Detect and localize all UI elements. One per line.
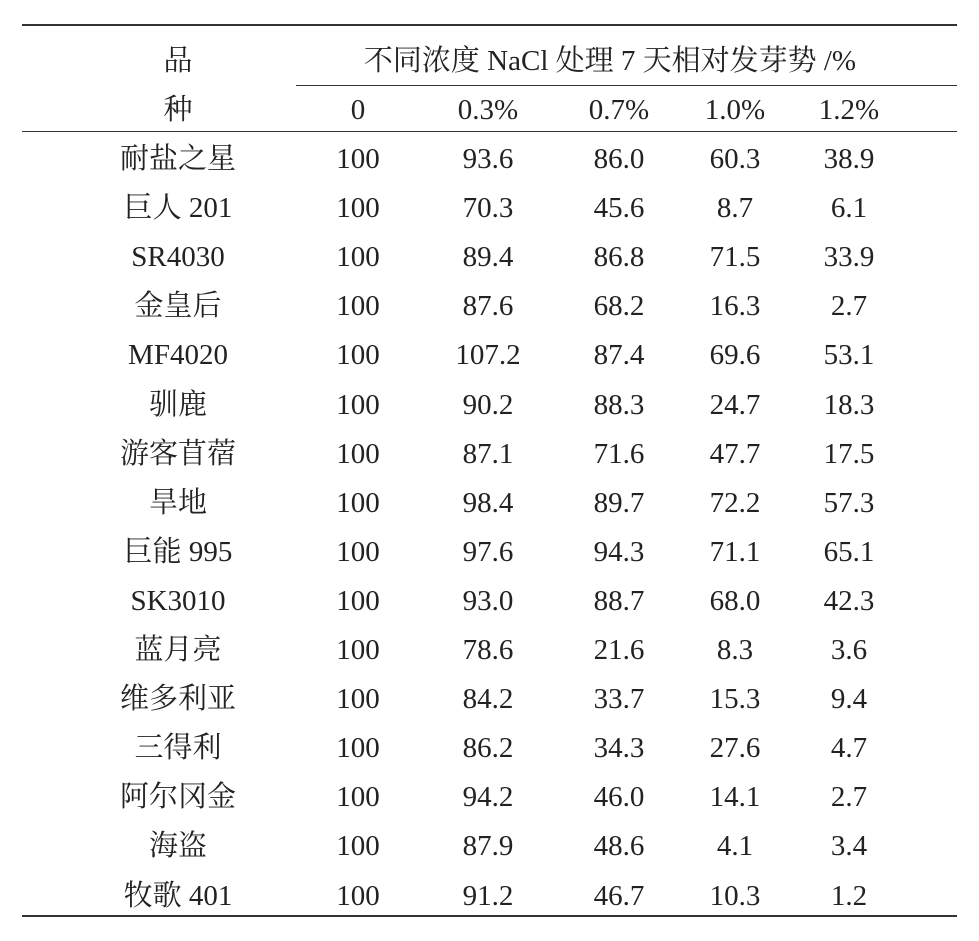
variety-name-cell: 旱地 [148,487,208,519]
table-row [0,682,979,716]
table-row [0,879,979,913]
variety-name-cell: 巨能 995 [123,536,233,568]
germination-value-cell: 89.4 [462,241,514,273]
germination-value-cell: 107.2 [455,339,521,371]
variety-name-cell: 三得利 [134,732,222,764]
germination-value-cell: 46.0 [593,781,645,813]
table-row [0,584,979,618]
germination-value-cell: 38.9 [823,143,875,175]
top-rule [22,24,957,26]
germination-value-cell: 69.6 [709,339,761,371]
germination-value-cell: 100 [336,585,380,617]
concentration-header-2: 0.7% [588,94,650,126]
table-row [0,437,979,471]
germination-value-cell: 100 [336,830,380,862]
germination-value-cell: 86.2 [462,732,514,764]
variety-name-cell: 阿尔冈金 [119,781,237,813]
germination-value-cell: 1.2 [830,880,868,912]
germination-value-cell: 16.3 [709,290,761,322]
germination-value-cell: 86.8 [593,241,645,273]
variety-name-cell: 金皇后 [134,290,222,322]
germination-value-cell: 48.6 [593,830,645,862]
germination-value-cell: 87.4 [593,339,645,371]
table-row [0,240,979,274]
variety-name-cell: SR4030 [131,241,225,273]
germination-value-cell: 84.2 [462,683,514,715]
germination-value-cell: 98.4 [462,487,514,519]
germination-value-cell: 8.7 [716,192,754,224]
table-row [0,633,979,667]
germination-value-cell: 88.7 [593,585,645,617]
germination-value-cell: 100 [336,536,380,568]
germination-value-cell: 93.0 [462,585,514,617]
germination-value-cell: 24.7 [709,389,761,421]
variety-header-top: 品 [163,45,193,77]
germination-value-cell: 100 [336,781,380,813]
table-row [0,535,979,569]
germination-value-cell: 14.1 [709,781,761,813]
germination-value-cell: 42.3 [823,585,875,617]
table-row [0,191,979,225]
germination-value-cell: 34.3 [593,732,645,764]
germination-value-cell: 71.1 [709,536,761,568]
germination-value-cell: 93.6 [462,143,514,175]
germination-value-cell: 71.5 [709,241,761,273]
germination-value-cell: 72.2 [709,487,761,519]
table-row [0,338,979,372]
germination-value-cell: 4.1 [716,830,754,862]
germination-value-cell: 100 [336,290,380,322]
variety-name-cell: 驯鹿 [148,389,208,421]
table-row [0,142,979,176]
concentration-header-3: 1.0% [704,94,766,126]
germination-value-cell: 53.1 [823,339,875,371]
group-header-underline [296,85,957,86]
germination-value-cell: 27.6 [709,732,761,764]
header-rule [22,131,957,132]
variety-name-cell: 游客苜蓿 [119,438,237,470]
germination-value-cell: 91.2 [462,880,514,912]
germination-value-cell: 57.3 [823,487,875,519]
germination-value-cell: 100 [336,339,380,371]
concentration-header-0: 0 [350,94,366,126]
germination-value-cell: 60.3 [709,143,761,175]
germination-value-cell: 71.6 [593,438,645,470]
germination-value-cell: 94.2 [462,781,514,813]
germination-value-cell: 87.6 [462,290,514,322]
germination-value-cell: 33.7 [593,683,645,715]
germination-value-cell: 8.3 [716,634,754,666]
germination-value-cell: 100 [336,438,380,470]
germination-value-cell: 18.3 [823,389,875,421]
germination-value-cell: 94.3 [593,536,645,568]
germination-value-cell: 21.6 [593,634,645,666]
germination-value-cell: 2.7 [830,290,868,322]
germination-value-cell: 100 [336,732,380,764]
concentration-group-header: 不同浓度 NaCl 处理 7 天相对发芽势 /% [363,45,857,77]
germination-value-cell: 89.7 [593,487,645,519]
bottom-rule [22,915,957,917]
germination-value-cell: 100 [336,683,380,715]
germination-value-cell: 90.2 [462,389,514,421]
table-row [0,388,979,422]
variety-name-cell: 蓝月亮 [134,634,222,666]
germination-value-cell: 33.9 [823,241,875,273]
germination-value-cell: 46.7 [593,880,645,912]
germination-value-cell: 100 [336,880,380,912]
germination-value-cell: 68.2 [593,290,645,322]
concentration-header-4: 1.2% [818,94,880,126]
variety-name-cell: SK3010 [130,585,226,617]
variety-header-bottom: 种 [163,94,193,126]
germination-value-cell: 9.4 [830,683,868,715]
germination-value-cell: 86.0 [593,143,645,175]
germination-value-cell: 100 [336,192,380,224]
variety-name-cell: 巨人 201 [123,192,233,224]
germination-value-cell: 87.1 [462,438,514,470]
germination-value-cell: 68.0 [709,585,761,617]
germination-value-cell: 88.3 [593,389,645,421]
germination-value-cell: 15.3 [709,683,761,715]
variety-name-cell: MF4020 [128,339,228,371]
table-row [0,486,979,520]
germination-value-cell: 100 [336,487,380,519]
table-row [0,780,979,814]
germination-value-cell: 87.9 [462,830,514,862]
germination-value-cell: 17.5 [823,438,875,470]
germination-value-cell: 3.6 [830,634,868,666]
table-row [0,829,979,863]
germination-value-cell: 100 [336,634,380,666]
germination-value-cell: 78.6 [462,634,514,666]
germination-value-cell: 97.6 [462,536,514,568]
concentration-header-1: 0.3% [457,94,519,126]
germination-value-cell: 10.3 [709,880,761,912]
variety-name-cell: 耐盐之星 [119,143,237,175]
variety-name-cell: 维多利亚 [119,683,237,715]
variety-name-cell: 牧歌 401 [123,880,233,912]
germination-value-cell: 6.1 [830,192,868,224]
germination-value-cell: 70.3 [462,192,514,224]
variety-name-cell: 海盗 [148,830,208,862]
germination-value-cell: 4.7 [830,732,868,764]
table-row [0,731,979,765]
germination-value-cell: 100 [336,143,380,175]
germination-value-cell: 100 [336,241,380,273]
germination-value-cell: 3.4 [830,830,868,862]
table-row [0,289,979,323]
germination-value-cell: 47.7 [709,438,761,470]
germination-value-cell: 100 [336,389,380,421]
germination-value-cell: 2.7 [830,781,868,813]
germination-value-cell: 65.1 [823,536,875,568]
germination-value-cell: 45.6 [593,192,645,224]
